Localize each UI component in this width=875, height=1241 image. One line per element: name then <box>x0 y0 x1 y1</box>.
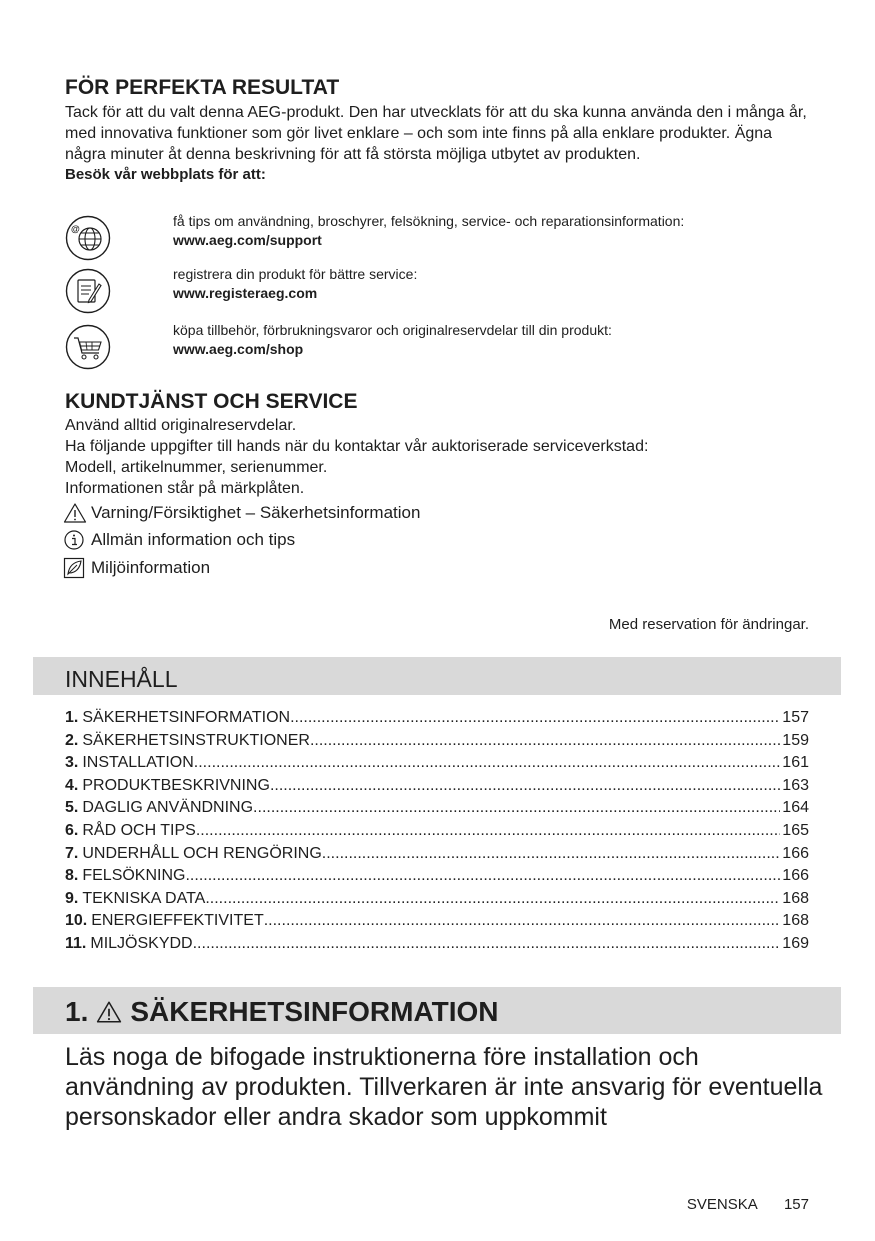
website-link-text <box>173 265 417 303</box>
toc-page-number: 165 <box>782 821 809 839</box>
footer-page-number: 157 <box>783 1196 809 1213</box>
website-link-url[interactable]: www.registeraeg.com <box>173 285 318 301</box>
toc-page-number: 169 <box>782 934 809 952</box>
perfect-results-heading: FÖR PERFEKTA RESULTAT <box>65 76 340 99</box>
toc-row[interactable] <box>65 910 809 933</box>
toc-number: 2. <box>65 731 79 749</box>
toc-number: 8. <box>65 867 79 885</box>
toc-number: 5. <box>65 799 79 817</box>
toc-title: DAGLIG ANVÄNDNING <box>82 799 254 817</box>
website-link-text <box>173 212 684 250</box>
toc-leader-dots <box>322 843 781 866</box>
toc-heading: INNEHÅLL <box>65 666 178 692</box>
toc-page-number: 159 <box>782 731 809 749</box>
toc-row[interactable] <box>65 933 809 956</box>
cart-icon <box>65 324 111 370</box>
legend-info <box>63 529 295 551</box>
toc-leader-dots <box>264 910 781 933</box>
info-icon <box>63 529 87 551</box>
legend-text: Varning/Försiktighet – Säkerhetsinformation <box>91 503 421 522</box>
toc-row[interactable] <box>65 797 809 820</box>
toc-title: MILJÖSKYDD <box>90 934 193 952</box>
footer-language: SVENSKA <box>686 1196 758 1213</box>
toc-page-number: 164 <box>782 799 809 817</box>
toc-title: FELSÖKNING <box>82 867 186 885</box>
toc-leader-dots <box>194 752 781 775</box>
toc-row[interactable] <box>65 730 809 753</box>
service-line: Modell, artikelnummer, serienummer. <box>65 459 328 476</box>
customer-service-heading: KUNDTJÄNST OCH SERVICE <box>65 390 358 413</box>
toc-leader-dots <box>205 888 780 911</box>
toc-page-number: 166 <box>782 867 809 885</box>
website-link-support <box>65 215 810 269</box>
toc-number: 10. <box>65 912 88 930</box>
reservation-note: Med reservation för ändringar. <box>608 616 809 633</box>
toc-row[interactable] <box>65 888 809 911</box>
website-link-description: köpa tillbehör, förbrukningsvaror och originalreservdelar till din produkt: <box>173 322 612 338</box>
toc-row[interactable] <box>65 752 809 775</box>
toc-row[interactable] <box>65 775 809 798</box>
register-icon <box>65 268 111 314</box>
toc-leader-dots <box>270 775 780 798</box>
legend-warning <box>63 502 420 524</box>
globe-icon <box>65 215 111 261</box>
website-link-register <box>65 268 810 322</box>
toc-leader-dots <box>253 797 780 820</box>
toc-leader-dots <box>196 820 780 843</box>
leaf-icon <box>63 557 87 579</box>
toc-header-bar <box>33 657 841 695</box>
toc-leader-dots <box>290 707 780 730</box>
toc-page-number: 157 <box>782 709 809 726</box>
toc-title: ENERGIEFFEKTIVITET <box>91 912 264 930</box>
toc-number: 1. <box>65 709 79 726</box>
toc-number: 6. <box>65 821 79 839</box>
toc-page-number: 168 <box>782 889 809 907</box>
customer-service-section <box>65 390 809 499</box>
toc-leader-dots <box>310 730 780 753</box>
toc-number: 7. <box>65 844 79 862</box>
safety-heading <box>65 996 499 1028</box>
safety-header-bar <box>33 987 841 1034</box>
toc-row[interactable] <box>65 865 809 888</box>
toc-title: INSTALLATION <box>82 754 194 772</box>
service-line: Informationen står på märkplåten. <box>65 480 305 497</box>
visit-website-label: Besök vår webbplats för att: <box>65 166 266 183</box>
svg-text:@: @ <box>71 224 80 234</box>
perfect-results-section <box>65 76 809 185</box>
legend-text: Miljöinformation <box>91 558 211 577</box>
service-line: Använd alltid originalreservdelar. <box>65 417 297 434</box>
toc-page-number: 163 <box>782 776 809 794</box>
website-link-description: få tips om användning, broschyrer, felsökning, service- och reparationsinformation: <box>173 213 685 229</box>
table-of-contents <box>65 707 809 956</box>
toc-title: SÄKERHETSINFORMATION <box>82 709 291 726</box>
toc-row[interactable] <box>65 843 809 866</box>
service-line: Ha följande uppgifter till hands när du kontaktar vår auktoriserade serviceverkstad: <box>65 438 649 455</box>
website-link-url[interactable]: www.aeg.com/shop <box>173 341 304 357</box>
toc-title: SÄKERHETSINSTRUKTIONER <box>82 731 310 749</box>
toc-number: 9. <box>65 889 79 907</box>
toc-title: RÅD OCH TIPS <box>82 821 196 839</box>
website-link-description: registrera din produkt för bättre service: <box>173 266 418 282</box>
safety-section-title: SÄKERHETSINFORMATION <box>130 996 499 1027</box>
warning-icon <box>96 1000 122 1024</box>
toc-page-number: 168 <box>782 912 809 930</box>
perfect-results-body: Tack för att du valt denna AEG-produkt. Den har utvecklats för att du ska kunna använda den i många år, med innovativa funktioner som gör livet enklare – och som inte finns på alla enklare produkter. Ägna några minuter åt denna beskrivning för att få största möjliga utbytet av produkten. <box>65 104 807 163</box>
legend-environment <box>63 557 210 579</box>
toc-title: TEKNISKA DATA <box>82 889 206 907</box>
toc-title: UNDERHÅLL OCH RENGÖRING <box>82 844 322 862</box>
website-link-shop <box>65 324 810 378</box>
toc-number: 3. <box>65 754 79 772</box>
toc-number: 11. <box>65 934 87 952</box>
toc-leader-dots <box>193 933 781 956</box>
toc-leader-dots <box>185 865 780 888</box>
website-link-text <box>173 321 612 359</box>
toc-title: PRODUKTBESKRIVNING <box>82 776 270 794</box>
toc-page-number: 166 <box>782 844 809 862</box>
page-footer <box>687 1196 809 1213</box>
toc-row[interactable] <box>65 707 809 730</box>
safety-intro: Läs noga de bifogade instruktionerna före installation och användning av produkten. Tillverkaren är inte ansvarig för eventuella personskador eller andra skador som uppkommit <box>65 1043 823 1131</box>
toc-page-number: 161 <box>782 754 809 772</box>
toc-number: 4. <box>65 776 79 794</box>
toc-row[interactable] <box>65 820 809 843</box>
legend-text: Allmän information och tips <box>91 530 296 549</box>
warning-icon <box>63 502 87 524</box>
safety-section-number: 1. <box>65 996 89 1027</box>
website-link-url[interactable]: www.aeg.com/support <box>173 232 322 248</box>
